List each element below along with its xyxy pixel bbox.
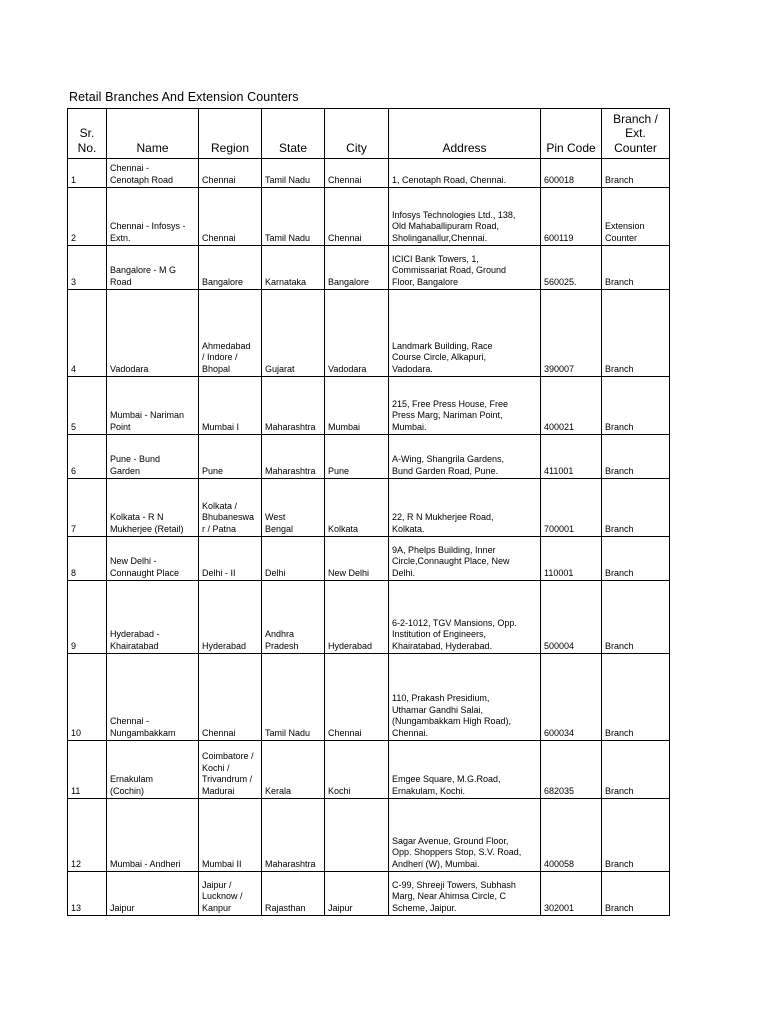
address-cell: 1, Cenotaph Road, Chennai. — [389, 159, 541, 188]
column-header-name: Name — [107, 109, 199, 159]
address-cell: A-Wing, Shangrila Gardens, Bund Garden Road, Pune. — [389, 435, 541, 479]
region-cell: Mumbai II — [199, 799, 262, 872]
pin-code-cell: 600119 — [541, 188, 602, 246]
branch-type-cell: Branch — [602, 246, 670, 290]
branch-type-cell: Branch — [602, 435, 670, 479]
state-cell: Kerala — [262, 741, 325, 799]
state-cell: Maharashtra — [262, 435, 325, 479]
region-cell: Chennai — [199, 654, 262, 741]
state-cell: Maharashtra — [262, 799, 325, 872]
branch-type-cell: Branch — [602, 799, 670, 872]
page-title: Retail Branches And Extension Counters — [69, 90, 299, 104]
sr-no-cell: 5 — [68, 377, 107, 435]
table-row — [68, 537, 670, 581]
name-cell: Chennai - Nungambakkam — [107, 654, 199, 741]
city-cell: Vadodara — [325, 290, 389, 377]
region-cell: Coimbatore / Kochi / Trivandrum / Madurai — [199, 741, 262, 799]
region-cell: Jaipur / Lucknow / Kanpur — [199, 872, 262, 916]
name-cell: Chennai - Infosys - Extn. — [107, 188, 199, 246]
city-cell — [325, 799, 389, 872]
name-cell: Bangalore - M G Road — [107, 246, 199, 290]
branch-type-cell: Branch — [602, 377, 670, 435]
pin-code-cell: 390007 — [541, 290, 602, 377]
name-cell: Kolkata - R N Mukherjee (Retail) — [107, 479, 199, 537]
table-row — [68, 159, 670, 188]
address-cell: Landmark Building, Race Course Circle, Alkapuri, Vadodara. — [389, 290, 541, 377]
address-cell: Infosys Technologies Ltd., 138, Old Mahaballipuram Road, Sholinganallur,Chennai. — [389, 188, 541, 246]
branch-type-cell: Extension Counter — [602, 188, 670, 246]
pin-code-cell: 600034 — [541, 654, 602, 741]
table-row — [68, 799, 670, 872]
pin-code-cell: 500004 — [541, 581, 602, 654]
column-header-city: City — [325, 109, 389, 159]
sr-no-cell: 11 — [68, 741, 107, 799]
name-cell: New Delhi - Connaught Place — [107, 537, 199, 581]
address-cell: 22, R N Mukherjee Road, Kolkata. — [389, 479, 541, 537]
region-cell: Ahmedabad / Indore / Bhopal — [199, 290, 262, 377]
branch-type-cell: Branch — [602, 741, 670, 799]
city-cell: Mumbai — [325, 377, 389, 435]
sr-no-cell: 1 — [68, 159, 107, 188]
sr-no-cell: 9 — [68, 581, 107, 654]
region-cell: Kolkata / Bhubaneswa r / Patna — [199, 479, 262, 537]
branch-type-cell: Branch — [602, 479, 670, 537]
city-cell: Jaipur — [325, 872, 389, 916]
table-row — [68, 741, 670, 799]
region-cell: Bangalore — [199, 246, 262, 290]
address-cell: Sagar Avenue, Ground Floor, Opp. Shoppers Stop, S.V. Road, Andheri (W), Mumbai. — [389, 799, 541, 872]
table-row — [68, 872, 670, 916]
sr-no-cell: 13 — [68, 872, 107, 916]
region-cell: Mumbai I — [199, 377, 262, 435]
state-cell: Tamil Nadu — [262, 188, 325, 246]
pin-code-cell: 110001 — [541, 537, 602, 581]
pin-code-cell: 682035 — [541, 741, 602, 799]
column-header-state: State — [262, 109, 325, 159]
state-cell: Gujarat — [262, 290, 325, 377]
name-cell: Mumbai - Nariman Point — [107, 377, 199, 435]
state-cell: Tamil Nadu — [262, 159, 325, 188]
city-cell: Pune — [325, 435, 389, 479]
address-cell: 6-2-1012, TGV Mansions, Opp. Institution of Engineers, Khairatabad, Hyderabad. — [389, 581, 541, 654]
column-header-region: Region — [199, 109, 262, 159]
table-body — [68, 159, 670, 916]
table-row — [68, 479, 670, 537]
name-cell: Jaipur — [107, 872, 199, 916]
city-cell: Chennai — [325, 159, 389, 188]
table-row — [68, 290, 670, 377]
region-cell: Chennai — [199, 188, 262, 246]
address-cell: 110, Prakash Presidium, Uthamar Gandhi Salai, (Nungambakkam High Road), Chennai. — [389, 654, 541, 741]
table-header-row — [68, 109, 670, 159]
branches-table — [67, 108, 670, 916]
state-cell: Delhi — [262, 537, 325, 581]
column-header-branch-type: Branch / Ext. Counter — [602, 109, 670, 159]
region-cell: Delhi - II — [199, 537, 262, 581]
address-cell: 9A, Phelps Building, Inner Circle,Connaught Place, New Delhi. — [389, 537, 541, 581]
state-cell: Karnataka — [262, 246, 325, 290]
pin-code-cell: 411001 — [541, 435, 602, 479]
column-header-address: Address — [389, 109, 541, 159]
name-cell: Chennai - Cenotaph Road — [107, 159, 199, 188]
table-row — [68, 246, 670, 290]
pin-code-cell: 700001 — [541, 479, 602, 537]
city-cell: Kolkata — [325, 479, 389, 537]
pin-code-cell: 302001 — [541, 872, 602, 916]
sr-no-cell: 8 — [68, 537, 107, 581]
region-cell: Pune — [199, 435, 262, 479]
state-cell: Andhra Pradesh — [262, 581, 325, 654]
branch-type-cell: Branch — [602, 290, 670, 377]
state-cell: West Bengal — [262, 479, 325, 537]
table-row — [68, 581, 670, 654]
state-cell: Tamil Nadu — [262, 654, 325, 741]
state-cell: Rajasthan — [262, 872, 325, 916]
pin-code-cell: 400058 — [541, 799, 602, 872]
city-cell: Bangalore — [325, 246, 389, 290]
sr-no-cell: 7 — [68, 479, 107, 537]
pin-code-cell: 400021 — [541, 377, 602, 435]
branch-type-cell: Branch — [602, 159, 670, 188]
address-cell: 215, Free Press House, Free Press Marg, Nariman Point, Mumbai. — [389, 377, 541, 435]
branch-type-cell: Branch — [602, 537, 670, 581]
address-cell: ICICI Bank Towers, 1, Commissariat Road, Ground Floor, Bangalore — [389, 246, 541, 290]
city-cell: Hyderabad — [325, 581, 389, 654]
name-cell: Hyderabad - Khairatabad — [107, 581, 199, 654]
table-row — [68, 188, 670, 246]
city-cell: Chennai — [325, 654, 389, 741]
branch-type-cell: Branch — [602, 654, 670, 741]
column-header-pin-code: Pin Code — [541, 109, 602, 159]
name-cell: Mumbai - Andheri — [107, 799, 199, 872]
sr-no-cell: 12 — [68, 799, 107, 872]
sr-no-cell: 3 — [68, 246, 107, 290]
address-cell: C-99, Shreeji Towers, Subhash Marg, Near Ahimsa Circle, C Scheme, Jaipur. — [389, 872, 541, 916]
state-cell: Maharashtra — [262, 377, 325, 435]
pin-code-cell: 600018 — [541, 159, 602, 188]
city-cell: Kochi — [325, 741, 389, 799]
city-cell: Chennai — [325, 188, 389, 246]
table-row — [68, 377, 670, 435]
name-cell: Ernakulam (Cochin) — [107, 741, 199, 799]
sr-no-cell: 2 — [68, 188, 107, 246]
pin-code-cell: 560025. — [541, 246, 602, 290]
branch-type-cell: Branch — [602, 872, 670, 916]
city-cell: New Delhi — [325, 537, 389, 581]
name-cell: Vadodara — [107, 290, 199, 377]
sr-no-cell: 4 — [68, 290, 107, 377]
column-header-sr-no: Sr. No. — [68, 109, 107, 159]
table-row — [68, 654, 670, 741]
address-cell: Emgee Square, M.G.Road, Ernakulam, Kochi. — [389, 741, 541, 799]
region-cell: Hyderabad — [199, 581, 262, 654]
name-cell: Pune - Bund Garden — [107, 435, 199, 479]
sr-no-cell: 6 — [68, 435, 107, 479]
table-row — [68, 435, 670, 479]
branch-type-cell: Branch — [602, 581, 670, 654]
region-cell: Chennai — [199, 159, 262, 188]
sr-no-cell: 10 — [68, 654, 107, 741]
